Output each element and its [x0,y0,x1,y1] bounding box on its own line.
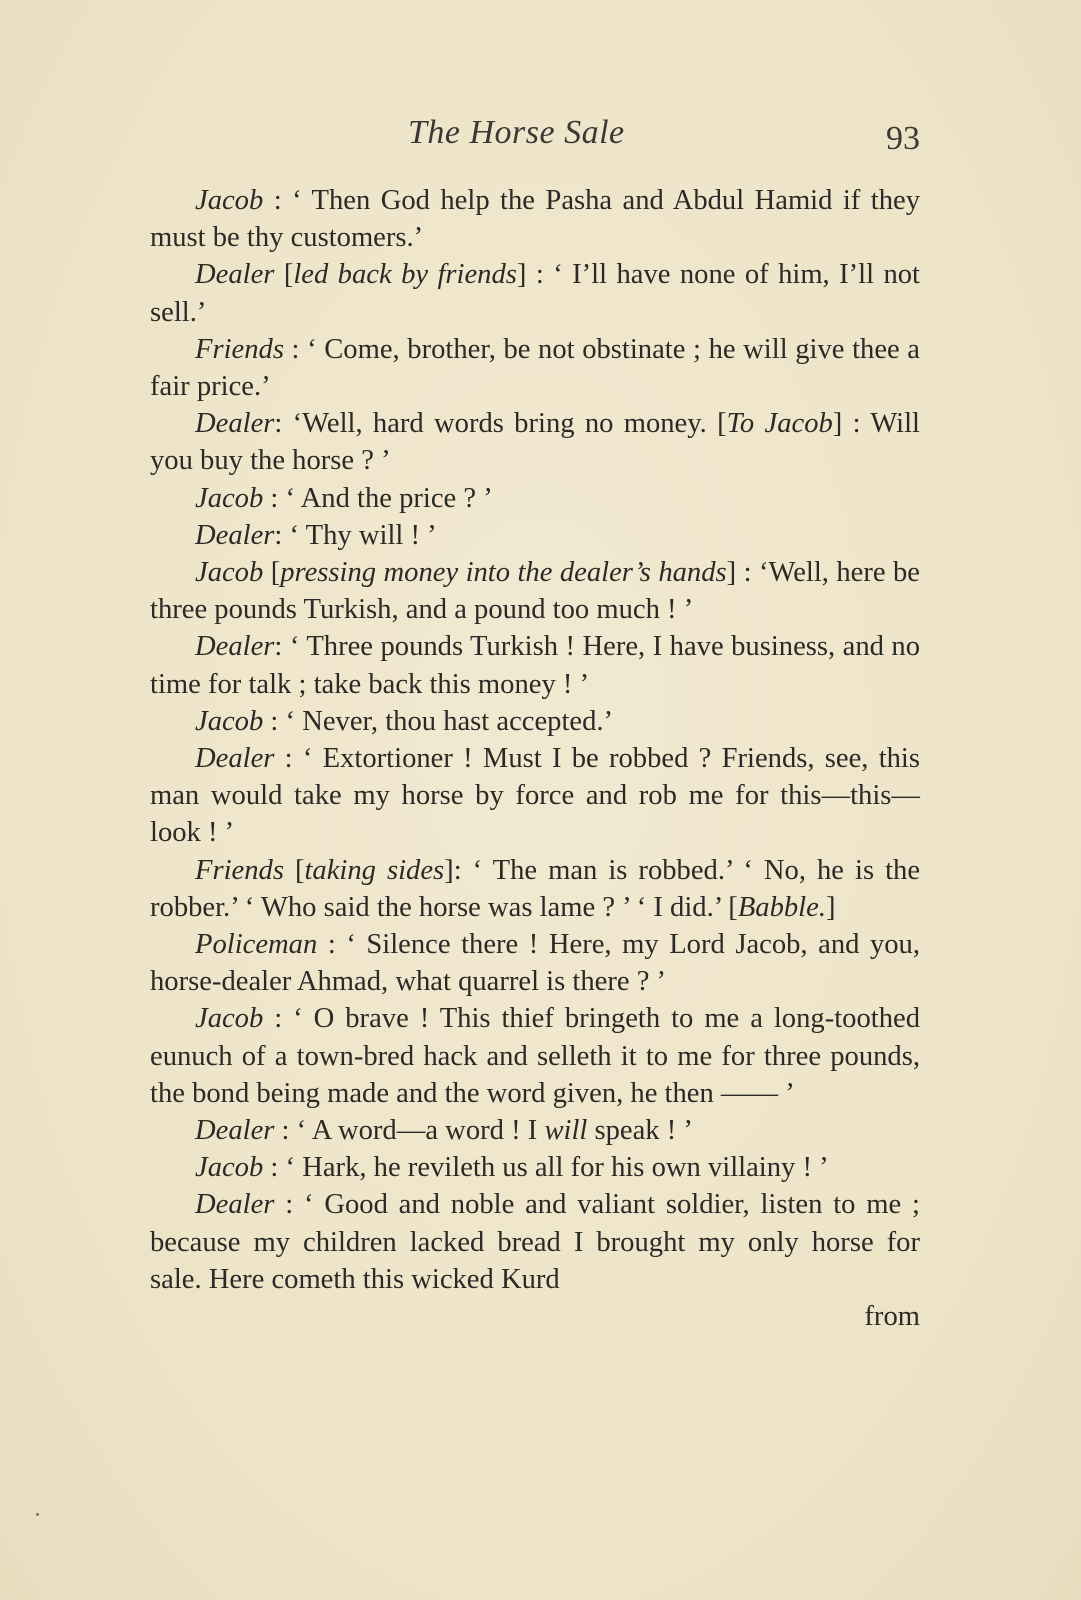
dialogue-paragraph [150,517,920,554]
dialogue-paragraph [150,405,920,479]
speech-text: ‘ The man is robbed.’ ‘ No, he is the robber.’ ‘ Who said the horse was lame ? ’ ‘ I did.’ [150,854,921,923]
speech-text: ‘ A word—a word ! I [296,1115,538,1147]
dialogue-paragraph [150,740,920,852]
speech-text: ‘ Good and noble and valiant soldier, listen to me ; because my children lacked bread I brought my only horse for sale. Here cometh this wicked Kurd [150,1189,920,1295]
dialogue-paragraph [150,926,920,1000]
speaker-name: Jacob [195,482,264,514]
speech-text-continued: ] : Will you buy the horse ? ’ [150,408,921,477]
speaker-name: Jacob [195,557,264,589]
speaker-name: Jacob [195,705,264,737]
speaker-name: Jacob [195,1003,264,1035]
speaker-name: Dealer [195,743,275,775]
dialogue-paragraph [150,1149,920,1186]
speech-text: ‘ Never, thou hast accepted.’ [285,705,614,737]
bracket-open: [ [721,891,738,923]
speaker-name: Dealer [195,1115,275,1147]
speech-text-continued: speak ! ’ [587,1115,693,1147]
emphasis-word: will [544,1115,588,1147]
speaker-name: Dealer [195,1189,275,1221]
dialogue-paragraph [150,480,920,517]
bracket-open: [ [283,854,305,886]
separator: : [274,1115,297,1147]
stage-direction: pressing money into the dealer’s hands [280,557,727,589]
separator: : [274,1189,304,1221]
speaker-name: Policeman [195,929,318,961]
stage-direction: To Jacob [726,408,833,440]
speaker-name: Friends [195,854,284,886]
dialogue-paragraph [150,182,920,256]
page-number: 93 [886,120,920,157]
separator: : [317,929,347,961]
speech-text: ‘Well, hard words bring no money. [292,408,707,440]
dialogue-paragraph [150,331,920,405]
speech-text: ‘ Then God help the Pasha and Abdul Hamid if they must be thy customers.’ [150,185,920,254]
bracket-close: ] [444,854,454,886]
speech-text: ‘ Extortioner ! Must I be robbed ? Friends, see, this man would take my horse by force and rob me for this—this—look ! ’ [150,743,921,849]
running-head [150,114,920,160]
speaker-name: Jacob [195,1152,264,1184]
separator: : [263,1003,294,1035]
bracket-close: ] [726,557,737,589]
dialogue-paragraph [150,554,920,628]
stage-direction: Babble. [737,891,826,923]
speaker-name: Dealer [195,408,275,440]
speech-text: ‘ O brave ! This thief bringeth to me a long-toothed eunuch of a town-bred hack and selleth it to me for three pounds, the bond being made and the word given, he then —— ’ [150,1003,920,1109]
dialogue-paragraph [150,1000,920,1112]
separator: : [453,854,473,886]
speaker-name: Dealer [195,519,275,551]
separator: : [526,259,554,291]
dialogue-paragraph [150,628,920,702]
bracket-close: ] [825,891,836,923]
bracket-open: [ [706,408,727,440]
speech-text: ‘ Hark, he revileth us all for his own villainy ! ’ [285,1152,829,1184]
dialogue-paragraph [150,703,920,740]
separator: : [283,333,308,365]
running-title: The Horse Sale [408,114,625,151]
separator: : [263,705,286,737]
separator: : [263,482,286,514]
stage-direction: led back by friends [293,259,517,291]
dialogue-paragraph [150,256,920,330]
speech-text: ‘Well, here be three pounds Turkish, and a pound too much ! ’ [150,557,920,626]
separator: : [263,1152,286,1184]
speech-text: ‘ Come, brother, be not obstinate ; he will give thee a fair price.’ [150,333,920,403]
speaker-name: Jacob [195,185,264,216]
speech-text: ‘ Silence there ! Here, my Lord Jacob, and you, horse-dealer Ahmad, what quarrel is there ? ’ [150,929,920,998]
bracket-open: [ [274,259,294,291]
dialogue-paragraph [150,1186,920,1298]
speech-text: ‘ I’ll have none of him, I’ll not sell.’ [150,259,920,328]
dialogue-text [150,182,920,1335]
separator: : [274,519,290,551]
speaker-name: Friends [195,333,284,365]
dialogue-paragraph [150,852,920,926]
speech-text: ‘ And the price ? ’ [285,482,493,514]
bracket-open: [ [263,557,281,589]
separator: : [736,557,759,589]
stage-direction: taking sides [304,854,445,886]
bracket-close: ] [516,259,527,291]
separator: : [263,185,293,216]
separator: : [274,743,303,775]
speaker-name: Dealer [195,259,275,291]
speech-text: ‘ Three pounds Turkish ! Here, I have business, and no time for talk ; take back this money ! ’ [150,631,921,700]
catchword: from [864,1301,920,1333]
paper-speck [36,1513,39,1516]
speaker-name: Dealer [195,631,275,663]
speech-text: ‘ Thy will ! ’ [289,519,437,551]
separator: : [274,631,290,663]
dialogue-paragraph [150,1112,920,1149]
separator: : [274,408,293,440]
